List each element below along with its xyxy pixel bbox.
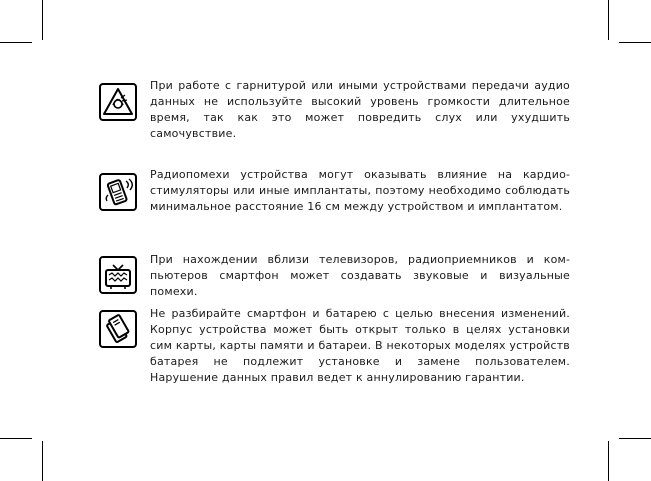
- headset-volume-warning-icon: [99, 83, 137, 121]
- safety-item-interference: [99, 252, 571, 304]
- paragraph-hearing: При работе с гарнитурой или иными устройствами передачи аудио данных не используйте высокий уровень громкости длительное время, так как это может повредить слух или ухудшить самочувствие.: [150, 79, 570, 140]
- safety-item-pacemaker: [99, 167, 571, 237]
- safety-item-disassembly: [99, 306, 571, 392]
- paragraph-pacemaker: Радиопомехи устройства могут оказывать влияние на кардиостимуляторы или иные имплантаты, поэтому необходимо соблюдать минимальное расстояние 16 см между устройством и имплантатом.: [150, 168, 570, 213]
- paragraph-interference: При нахождении вблизи телевизоров, радиоприемников и компьютеров смартфон может создавать звуковые и визуальные помехи.: [150, 253, 570, 298]
- crop-mark-bottom-left-vertical: [42, 441, 43, 481]
- paragraph-disassembly: Не разбирайте смартфон и батарею с целью внесения изменений. Корпус устройства может быть открыт только в целях установки сим карты, карты памяти и батареи. В некоторых моделях устройств батарея не подлежит установке и замене пользователем. Нарушение данных правил ведет к аннулированию гарантии.: [150, 307, 570, 384]
- crop-mark-top-right-vertical: [608, 0, 609, 40]
- crop-mark-bottom-left-horizontal: [0, 438, 32, 439]
- phone-radio-interference-icon: [99, 173, 137, 211]
- crop-mark-bottom-right-vertical: [608, 441, 609, 481]
- safety-item-hearing: [99, 78, 571, 148]
- crop-mark-top-left-horizontal: [0, 42, 32, 43]
- tv-interference-icon: [99, 256, 137, 294]
- crop-mark-bottom-right-horizontal: [619, 438, 651, 439]
- do-not-disassemble-icon: [99, 310, 137, 348]
- crop-mark-top-right-horizontal: [619, 42, 651, 43]
- crop-mark-top-left-vertical: [42, 0, 43, 40]
